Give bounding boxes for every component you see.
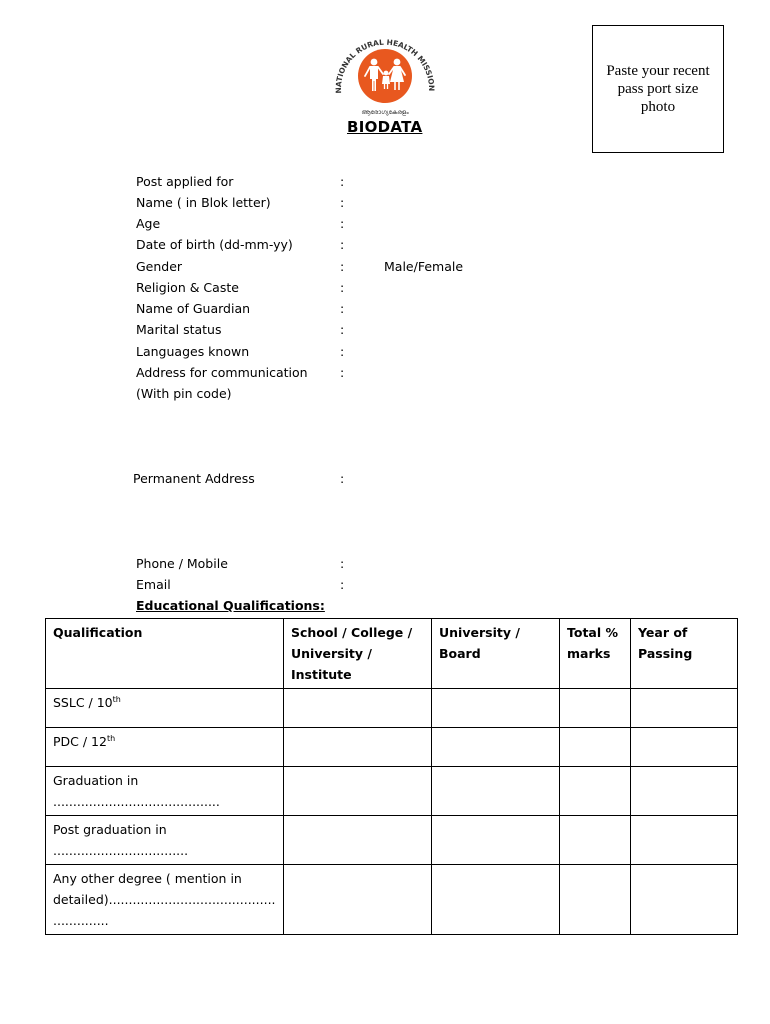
- field-label-address: Address for communication: [136, 365, 308, 380]
- cell-other-year[interactable]: [631, 865, 738, 935]
- cell-sslc-label: SSLC / 10th: [46, 689, 284, 728]
- cell-pg-year[interactable]: [631, 816, 738, 865]
- nrhm-logo-graphic: [330, 36, 440, 116]
- photo-box-text: Paste your recent pass port size photo: [606, 63, 710, 115]
- header-qualification: Qualification: [46, 619, 284, 689]
- logo-arc-text: NATIONAL RURAL HEALTH MISSION: [333, 37, 437, 94]
- field-colon-permanent-address: :: [340, 471, 345, 486]
- field-label-post: Post applied for: [136, 174, 234, 189]
- education-heading: Educational Qualifications:: [136, 598, 325, 613]
- field-colon-marital: :: [340, 322, 345, 337]
- header-school: School / College / University / Institute: [284, 619, 432, 689]
- field-label-languages: Languages known: [136, 344, 250, 359]
- table-header-row: [46, 619, 738, 689]
- cell-pg-school[interactable]: [284, 816, 432, 865]
- table-row-sslc: [46, 689, 738, 728]
- table-row-pdc: [46, 728, 738, 767]
- header-year: Year of Passing: [631, 619, 738, 689]
- header-university: University / Board: [432, 619, 560, 689]
- field-label-email: Email: [136, 577, 171, 592]
- field-colon-guardian: :: [340, 301, 345, 316]
- field-label-dob: Date of birth (dd-mm-yy): [136, 237, 293, 252]
- field-colon-religion: :: [340, 280, 345, 295]
- cell-graduation-label: Graduation in ..........................................: [46, 767, 284, 816]
- field-value-gender: Male/Female: [384, 259, 464, 274]
- field-colon-gender: :: [340, 259, 345, 274]
- address-note: (With pin code): [136, 386, 232, 401]
- cell-graduation-university[interactable]: [432, 767, 560, 816]
- cell-sslc-year[interactable]: [631, 689, 738, 728]
- field-label-marital: Marital status: [136, 322, 222, 337]
- cell-sslc-marks[interactable]: [560, 689, 631, 728]
- cell-pg-label: Post graduation in ..................................: [46, 816, 284, 865]
- cell-graduation-marks[interactable]: [560, 767, 631, 816]
- cell-sslc-school[interactable]: [284, 689, 432, 728]
- nrhm-logo: [330, 36, 440, 116]
- cell-sslc-university[interactable]: [432, 689, 560, 728]
- table-row-post-graduation: [46, 816, 738, 865]
- cell-pdc-year[interactable]: [631, 728, 738, 767]
- cell-other-school[interactable]: [284, 865, 432, 935]
- field-colon-languages: :: [340, 344, 345, 359]
- field-label-gender: Gender: [136, 259, 183, 274]
- cell-other-university[interactable]: [432, 865, 560, 935]
- field-label-religion: Religion & Caste: [136, 280, 239, 295]
- field-label-permanent-address: Permanent Address: [133, 471, 255, 486]
- field-label-guardian: Name of Guardian: [136, 301, 251, 316]
- qualifications-table: [45, 618, 738, 935]
- table-row-other-degree: [46, 865, 738, 935]
- field-colon-email: :: [340, 577, 345, 592]
- cell-pdc-label: PDC / 12th: [46, 728, 284, 767]
- cell-pdc-marks[interactable]: [560, 728, 631, 767]
- header-marks: Total % marks: [560, 619, 631, 689]
- field-label-name: Name ( in Blok letter): [136, 195, 271, 210]
- logo-sub-text: ആരോഗ്യകേരളം: [361, 109, 409, 116]
- cell-graduation-school[interactable]: [284, 767, 432, 816]
- field-colon-name: :: [340, 195, 345, 210]
- field-label-phone: Phone / Mobile: [136, 556, 228, 571]
- table-row-graduation: [46, 767, 738, 816]
- field-colon-dob: :: [340, 237, 345, 252]
- page-title: BIODATA: [347, 118, 423, 136]
- field-colon-age: :: [340, 216, 345, 231]
- field-colon-post: :: [340, 174, 345, 189]
- cell-other-marks[interactable]: [560, 865, 631, 935]
- photo-placeholder-box[interactable]: [592, 25, 724, 153]
- cell-graduation-year[interactable]: [631, 767, 738, 816]
- field-colon-phone: :: [340, 556, 345, 571]
- field-label-age: Age: [136, 216, 161, 231]
- cell-pdc-university[interactable]: [432, 728, 560, 767]
- cell-pg-university[interactable]: [432, 816, 560, 865]
- cell-pg-marks[interactable]: [560, 816, 631, 865]
- cell-pdc-school[interactable]: [284, 728, 432, 767]
- cell-other-label: Any other degree ( mention in detailed).......................................... ..............: [46, 865, 284, 935]
- field-colon-address: :: [340, 365, 345, 380]
